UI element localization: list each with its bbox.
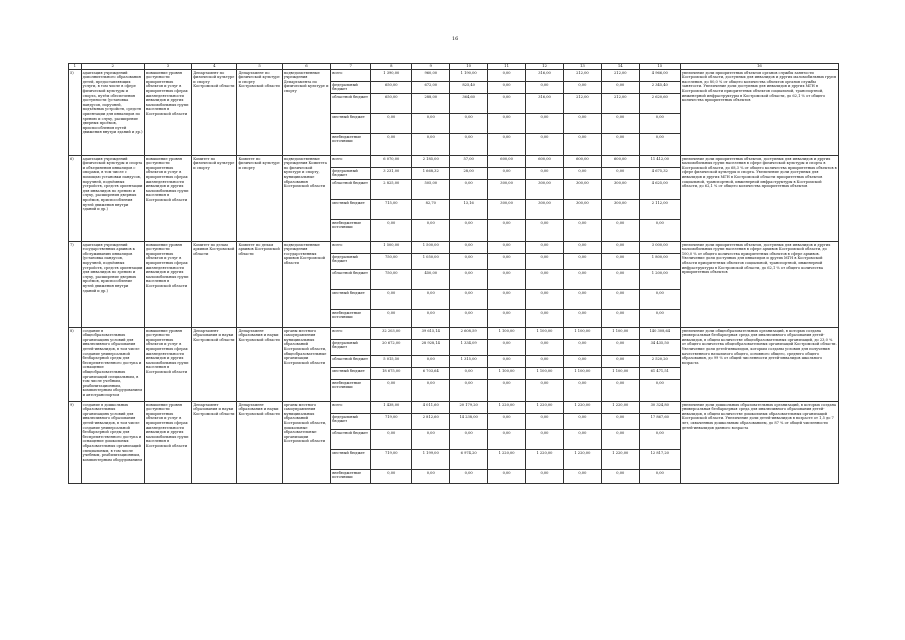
amount-cell: 0,00	[601, 430, 639, 450]
header-col-3: 3	[144, 64, 191, 70]
co-executor: Комитет по физической культуре и спорту	[237, 156, 282, 242]
amount-cell: 0,00	[601, 82, 639, 94]
responsible: подведомственные учреждения Департамента по физической культуре и спорту	[282, 70, 330, 156]
amount-cell: 0,00	[488, 168, 526, 180]
header-col-9: 9	[412, 64, 450, 70]
amount-cell: 0,00	[601, 254, 639, 270]
funding-source: местный бюджет	[331, 290, 371, 310]
amount-cell: 0,00	[488, 254, 526, 270]
header-col-5: 5	[237, 64, 282, 70]
header-col-15: 15	[639, 64, 680, 70]
funding-source: внебюджетные источники	[331, 470, 371, 484]
amount-cell: 0,00	[563, 430, 601, 450]
amount-cell: 0,00	[450, 290, 488, 310]
amount-cell: 750,00	[371, 254, 412, 270]
amount-cell: 960,00	[412, 70, 450, 82]
amount-cell: 61 471,51	[639, 368, 680, 380]
amount-cell: 0,00	[526, 356, 564, 368]
amount-cell: 1 100,00	[488, 328, 526, 340]
amount-cell: 0,00	[526, 82, 564, 94]
target-description: повышение уровня доступности приоритетных объектов и услуг в приоритетных сферах жизнедеятельности инвалидов и других маломобильных групп населения в Костромской области	[144, 402, 191, 484]
program-measures-table	[68, 63, 839, 484]
amount-cell: 0,00	[639, 220, 680, 242]
amount-cell: 140 308,64	[639, 328, 680, 340]
amount-cell: 1 190,00	[450, 70, 488, 82]
amount-cell: 0,00	[412, 114, 450, 134]
target-description: повышение уровня доступности приоритетных объектов и услуг в приоритетных сферах жизнедеятельности инвалидов и других маломобильных групп населения в Костромской области	[144, 70, 191, 156]
amount-cell: 1 220,00	[601, 402, 639, 414]
amount-cell: 17 867,60	[639, 414, 680, 430]
header-col-8: 8	[371, 64, 412, 70]
amount-cell: 0,00	[639, 290, 680, 310]
amount-cell: 0,00	[563, 242, 601, 254]
amount-cell: 0,00	[639, 470, 680, 484]
amount-cell: 364,60	[450, 94, 488, 114]
header-col-10: 10	[450, 64, 488, 70]
amount-cell: 0,00	[412, 356, 450, 368]
target-description: повышение уровня доступности приоритетных объектов и услуг в приоритетных сферах жизнедеятельности инвалидов и других маломобильных групп населения в Костромской области	[144, 156, 191, 242]
amount-cell: 1 100,00	[563, 328, 601, 340]
amount-cell: 300,00	[563, 200, 601, 220]
amount-cell: 0,00	[488, 414, 526, 430]
amount-cell: 2 520,20	[639, 356, 680, 368]
amount-cell: 0,00	[488, 270, 526, 290]
table-row	[69, 70, 839, 82]
amount-cell: 0,00	[371, 134, 412, 156]
amount-cell: 0,00	[450, 242, 488, 254]
amount-cell: 20 672,00	[371, 340, 412, 356]
amount-cell: 505,00	[412, 180, 450, 200]
amount-cell: 0,00	[526, 270, 564, 290]
measure-name: создание в общеобразовательных организациях условий для инклюзивного образования детей-инвалидов, в том числе создание универсальной безбарьерной среды для беспрепятственного доступа и оснащение общеобразовательных организаций специальным, в том числе учебным, реабилитационным, компьютерным оборудованием и автотранспортом	[81, 328, 144, 402]
amount-cell: 0,00	[526, 220, 564, 242]
amount-cell: 2 112,00	[639, 200, 680, 220]
amount-cell: 1 199,00	[412, 450, 450, 470]
expected-result: увеличение доли приоритетных объектов, доступных для инвалидов и других маломобильных групп населения в сфере архивов Костромской области, до 100,0 % от общего количества приоритетных объектов в сфере архивов. Увеличение доли доступных для инвалидов и других МГН в Костромской области приоритетных объектов социальной, транспортной, инженерной инфраструктуры в Костромской области, до 62,1 % от общего количества приоритетных объектов	[680, 242, 838, 328]
amount-cell: 0,00	[601, 470, 639, 484]
funding-source: всего	[331, 70, 371, 82]
amount-cell: 650,00	[371, 94, 412, 114]
amount-cell: 672,00	[412, 82, 450, 94]
expected-result: увеличение доли приоритетных объектов, доступных для инвалидов и других маломобильных групп населения в сфере физической культуры и спорта в Костромской области, до 68,3 % от общего количества приоритетных объектов в сфере физической культуры и спорта. Увеличение доли доступных для инвалидов и других МГН в Костромской области приоритетных объектов социальной, транспортной, инженерной инфраструктуры в Костромской области, до 62,1 % от общего количества приоритетных объектов	[680, 156, 838, 242]
funding-source: всего	[331, 242, 371, 254]
amount-cell: 0,00	[488, 430, 526, 450]
amount-cell: 20 179,20	[450, 402, 488, 414]
amount-cell: 300,00	[601, 180, 639, 200]
header-col-7: 7	[331, 64, 371, 70]
amount-cell: 0,00	[450, 368, 488, 380]
amount-cell: 0,00	[526, 340, 564, 356]
amount-cell: 18 675,00	[371, 368, 412, 380]
amount-cell: 0,00	[412, 470, 450, 484]
amount-cell: 34 435,50	[639, 340, 680, 356]
amount-cell: 12 817,20	[639, 450, 680, 470]
funding-source: областной бюджет	[331, 94, 371, 114]
responsible: органы местного самоуправления муниципальных образований Костромской области, дошкольные образовательные организации Костромской области	[282, 402, 330, 484]
amount-cell: 0,00	[639, 430, 680, 450]
table-row	[69, 328, 839, 340]
amount-cell: 0,00	[526, 290, 564, 310]
amount-cell: 1 220,00	[526, 402, 564, 414]
amount-cell: 0,00	[639, 310, 680, 328]
amount-cell: 0,00	[639, 114, 680, 134]
amount-cell: 0,00	[563, 82, 601, 94]
amount-cell: 2 185,00	[412, 156, 450, 168]
header-col-6: 6	[282, 64, 330, 70]
amount-cell: 0,00	[563, 340, 601, 356]
amount-cell: 212,00	[563, 94, 601, 114]
amount-cell: 0,00	[450, 134, 488, 156]
amount-cell: 825,40	[450, 82, 488, 94]
amount-cell: 0,00	[488, 242, 526, 254]
amount-cell: 0,00	[563, 254, 601, 270]
table-row	[69, 156, 839, 168]
amount-cell: 0,00	[488, 94, 526, 114]
amount-cell: 719,00	[371, 414, 412, 430]
measure-name: создание в дошкольных образовательных организациях условий для инклюзивного образования детей-инвалидов, в том числе создание универсальной безбарьерной среды для беспрепятственного доступа и оснащение дошкольных образовательных организаций специальным, в том числе учебным, реабилитационным, компьютерным оборудованием	[81, 402, 144, 484]
amount-cell: 300,00	[526, 180, 564, 200]
amount-cell: 0,00	[488, 380, 526, 402]
amount-cell: 4 966,00	[639, 70, 680, 82]
funding-source: федеральный бюджет	[331, 340, 371, 356]
amount-cell: 0,00	[526, 380, 564, 402]
funding-source: федеральный бюджет	[331, 414, 371, 430]
amount-cell: 0,00	[488, 220, 526, 242]
funding-source: федеральный бюджет	[331, 168, 371, 180]
row-number: 6)	[69, 156, 82, 242]
amount-cell: 1 334,09	[450, 340, 488, 356]
amount-cell: 0,00	[450, 180, 488, 200]
co-executor: Департамент по физической культуре и спорту Костромской области	[237, 70, 282, 156]
amount-cell: 0,00	[601, 340, 639, 356]
table-row	[69, 242, 839, 254]
amount-cell: 0,00	[488, 82, 526, 94]
amount-cell: 450,00	[412, 270, 450, 290]
funding-source: областной бюджет	[331, 180, 371, 200]
expected-result: увеличение доли приоритетных объектов органов службы занятости Костромской области, доступных для инвалидов и других маломобильных групп населения, до 80,0 % от общего количества объектов органов службы занятости. Увеличение доли доступных для инвалидов и других МГН в Костромской области приоритетных объектов социальной, транспортной, инженерной инфраструктуры в Костромской области, до 62,1 % от общего количества приоритетных объектов	[680, 70, 838, 156]
amount-cell: 0,00	[563, 134, 601, 156]
amount-cell: 30 324,80	[639, 402, 680, 414]
funding-source: всего	[331, 328, 371, 340]
amount-cell: 0,00	[563, 168, 601, 180]
amount-cell: 0,00	[371, 220, 412, 242]
amount-cell: 1 500,00	[412, 242, 450, 254]
amount-cell: 0,00	[601, 114, 639, 134]
amount-cell: 0,00	[601, 356, 639, 368]
amount-cell: 0,00	[526, 134, 564, 156]
amount-cell: 3 000,00	[639, 242, 680, 254]
executor: Департамент образования и науки Костромской области	[192, 328, 237, 402]
amount-cell: 715,00	[371, 200, 412, 220]
amount-cell: 0,00	[412, 430, 450, 450]
amount-cell: 212,00	[601, 70, 639, 82]
amount-cell: 0,00	[450, 380, 488, 402]
target-description: повышение уровня доступности приоритетных объектов и услуг в приоритетных сферах жизнедеятельности инвалидов и других маломобильных групп населения в Костромской области	[144, 242, 191, 328]
responsible: подведомственные учреждения государственных архивов Костромской области	[282, 242, 330, 328]
funding-source: областной бюджет	[331, 430, 371, 450]
amount-cell: 316,00	[526, 94, 564, 114]
amount-cell: 1 668,32	[412, 168, 450, 180]
amount-cell: 0,00	[601, 310, 639, 328]
amount-cell: 600,00	[563, 156, 601, 168]
funding-source: федеральный бюджет	[331, 254, 371, 270]
amount-cell: 719,00	[371, 450, 412, 470]
expected-result: увеличение доли дошкольных образовательных организаций, в которых создана универсальная безбарьерная среда для инклюзивного образования детей-инвалидов, в общем количестве дошкольных образовательных организаций Костромской области. Увеличение доли детей-инвалидов в возрасте от 1,5 до 7 лет, охваченных дошкольным образованием, до 87 % от общей численности детей-инвалидов данного возраста	[680, 402, 838, 484]
funding-source: всего	[331, 402, 371, 414]
header-col-12: 12	[526, 64, 564, 70]
amount-cell: 600,00	[526, 156, 564, 168]
amount-cell: 300,00	[488, 180, 526, 200]
amount-cell: 0,00	[563, 310, 601, 328]
amount-cell: 0,00	[450, 114, 488, 134]
amount-cell: 0,00	[371, 470, 412, 484]
amount-cell: 1 390,00	[371, 70, 412, 82]
amount-cell: 2 825,00	[371, 180, 412, 200]
amount-cell: 0,00	[412, 290, 450, 310]
amount-cell: 0,00	[601, 134, 639, 156]
amount-cell: 0,00	[488, 470, 526, 484]
amount-cell: 0,00	[371, 380, 412, 402]
amount-cell: 0,00	[488, 114, 526, 134]
amount-cell: 300,00	[488, 200, 526, 220]
amount-cell: 82,70	[412, 200, 450, 220]
header-col-11: 11	[488, 64, 526, 70]
measure-name: адаптация учреждений дополнительного образования детей, предоставляющих услуги, в том числе в сфере физической культуры и спорта, путём обеспечения доступности (установка пандусов, поручней, подъёмных устройств, средств ориентации для инвалидов по зрению и слуху, расширение дверных проёмов, приспособления путей движения внутри зданий и др.)	[81, 70, 144, 156]
amount-cell: 300,00	[563, 180, 601, 200]
amount-cell: 0,00	[639, 134, 680, 156]
amount-cell: 0,00	[601, 414, 639, 430]
amount-cell: 6 974,20	[450, 450, 488, 470]
amount-cell: 0,00	[450, 220, 488, 242]
amount-cell: 5 015,50	[371, 356, 412, 368]
amount-cell: 2 620,60	[639, 94, 680, 114]
amount-cell: 0,00	[412, 134, 450, 156]
amount-cell: 1 100,00	[488, 368, 526, 380]
amount-cell: 0,00	[601, 168, 639, 180]
amount-cell: 1 220,00	[601, 450, 639, 470]
target-description: повышение уровня доступности приоритетных объектов и услуг в приоритетных сферах жизнедеятельности инвалидов и других маломобильных групп населения в Костромской области	[144, 328, 191, 402]
measure-name: адаптация учреждений государственных архивов к обслуживанию инвалидов (установка пандусов, поручней, подъёмных устройств, средств ориентации для инвалидов по зрению и слуху, расширение дверных проёмов, приспособление путей движения внутри зданий и др.)	[81, 242, 144, 328]
amount-cell: 0,00	[488, 70, 526, 82]
funding-source: внебюджетные источники	[331, 310, 371, 328]
funding-source: областной бюджет	[331, 270, 371, 290]
amount-cell: 600,00	[601, 156, 639, 168]
amount-cell: 1 315,00	[450, 356, 488, 368]
amount-cell: 1 100,00	[563, 368, 601, 380]
amount-cell: 288,00	[412, 94, 450, 114]
amount-cell: 13,16	[450, 200, 488, 220]
amount-cell: 2 608,59	[450, 328, 488, 340]
amount-cell: 0,00	[526, 470, 564, 484]
amount-cell: 4 625,00	[639, 180, 680, 200]
amount-cell: 0,00	[601, 242, 639, 254]
amount-cell: 0,00	[450, 430, 488, 450]
amount-cell: 0,00	[371, 310, 412, 328]
amount-cell: 0,00	[563, 220, 601, 242]
amount-cell: 57,00	[450, 156, 488, 168]
amount-cell: 1 100,00	[526, 368, 564, 380]
amount-cell: 0,00	[526, 310, 564, 328]
amount-cell: 32 203,00	[371, 328, 412, 340]
funding-source: внебюджетные источники	[331, 380, 371, 402]
page-number: 16	[452, 36, 459, 42]
expected-result: увеличение доли общеобразовательных организаций, в которых создана универсальная безбарьерная среда для инклюзивного образования детей-инвалидов, в общем количестве общеобразовательных организаций, до 23,0 % от общего количества общеобразовательных организаций Костромской области. Увеличение доли детей-инвалидов, которым созданы условия для получения качественного начального общего, основного общего, среднего общего образования, до 99 % от общей численности детей-инвалидов школьного возраста	[680, 328, 838, 402]
amount-cell: 28,00	[450, 168, 488, 180]
funding-source: внебюджетные источники	[331, 134, 371, 156]
amount-cell: 0,00	[601, 290, 639, 310]
amount-cell: 0,00	[488, 134, 526, 156]
amount-cell: 39 615,14	[412, 328, 450, 340]
amount-cell: 300,00	[601, 200, 639, 220]
amount-cell: 0,00	[563, 290, 601, 310]
amount-cell: 1 200,00	[639, 270, 680, 290]
amount-cell: 0,00	[563, 414, 601, 430]
amount-cell: 1 100,00	[526, 328, 564, 340]
amount-cell: 0,00	[450, 310, 488, 328]
amount-cell: 0,00	[563, 114, 601, 134]
funding-source: внебюджетные источники	[331, 220, 371, 242]
amount-cell: 0,00	[488, 340, 526, 356]
amount-cell: 0,00	[526, 254, 564, 270]
amount-cell: 300,00	[526, 200, 564, 220]
amount-cell: 1 800,00	[639, 254, 680, 270]
amount-cell: 1 500,00	[371, 242, 412, 254]
row-number: 9)	[69, 402, 82, 484]
responsible: подведомственные учреждения Комитета по физической культуре и спорту, муниципальные образования Костромской области	[282, 156, 330, 242]
amount-cell: 2 345,40	[639, 82, 680, 94]
amount-cell: 1 220,00	[563, 402, 601, 414]
amount-cell: 0,00	[563, 270, 601, 290]
amount-cell: 0,00	[488, 290, 526, 310]
amount-cell: 0,00	[601, 380, 639, 402]
amount-cell: 1 100,00	[601, 368, 639, 380]
amount-cell: 1 100,00	[601, 328, 639, 340]
amount-cell: 0,00	[601, 220, 639, 242]
executor: Департамент образования и науки Костромской области	[192, 402, 237, 484]
amount-cell: 0,00	[526, 168, 564, 180]
header-col-4: 4	[192, 64, 237, 70]
co-executor: Департамент образования и науки Костромской области	[237, 402, 282, 484]
amount-cell: 0,00	[488, 310, 526, 328]
amount-cell: 0,00	[412, 310, 450, 328]
amount-cell: 0,00	[526, 414, 564, 430]
amount-cell: 4 675,32	[639, 168, 680, 180]
amount-cell: 1 220,00	[488, 402, 526, 414]
amount-cell: 6 070,00	[371, 156, 412, 168]
amount-cell: 0,00	[526, 430, 564, 450]
amount-cell: 0,00	[526, 242, 564, 254]
amount-cell: 0,00	[412, 220, 450, 242]
row-number: 5)	[69, 70, 82, 156]
executor: Комитет по делам архивов Костромской области	[192, 242, 237, 328]
amount-cell: 212,00	[563, 70, 601, 82]
executor: Комитет по физической культуре и спорту	[192, 156, 237, 242]
amount-cell: 0,00	[450, 470, 488, 484]
header-col-14: 14	[601, 64, 639, 70]
amount-cell: 0,00	[601, 270, 639, 290]
amount-cell: 2 812,60	[412, 414, 450, 430]
funding-source: областной бюджет	[331, 356, 371, 368]
amount-cell: 11 412,00	[639, 156, 680, 168]
amount-cell: 316,00	[526, 70, 564, 82]
row-number: 8)	[69, 328, 82, 402]
amount-cell: 1 220,00	[526, 450, 564, 470]
amount-cell: 3 231,00	[371, 168, 412, 180]
amount-cell: 28 928,14	[412, 340, 450, 356]
amount-cell: 600,00	[488, 156, 526, 168]
header-col-1: 1	[69, 64, 82, 70]
funding-source: местный бюджет	[331, 450, 371, 470]
funding-source: местный бюджет	[331, 368, 371, 380]
funding-source: федеральный бюджет	[331, 82, 371, 94]
amount-cell: 212,00	[601, 94, 639, 114]
co-executor: Комитет по делам архивов Костромской области	[237, 242, 282, 328]
header-col-2: 2	[81, 64, 144, 70]
amount-cell: 0,00	[371, 430, 412, 450]
amount-cell: 0,00	[371, 290, 412, 310]
amount-cell: 0,00	[412, 380, 450, 402]
amount-cell: 0,00	[488, 356, 526, 368]
amount-cell: 0,00	[450, 254, 488, 270]
amount-cell: 1 050,00	[412, 254, 450, 270]
amount-cell: 4 011,60	[412, 402, 450, 414]
funding-source: местный бюджет	[331, 200, 371, 220]
amount-cell: 1 438,00	[371, 402, 412, 414]
measure-name: адаптация учреждений физической культуры и спорта и объединения инвалидов с опорами, в том числе с помощью установки пандусов, поручней, подъёмных устройств, средств ориентации для инвалидов по зрению и слуху, расширения дверных проёмов, приспособления путей движения внутри зданий и др.)	[81, 156, 144, 242]
amount-cell: 0,00	[450, 270, 488, 290]
amount-cell: 0,00	[563, 356, 601, 368]
amount-cell: 0,00	[563, 470, 601, 484]
co-executor: Департамент образования и науки Костромской области	[237, 328, 282, 402]
amount-cell: 0,00	[563, 380, 601, 402]
executor: Департамент по физической культуре и спорту Костромской области	[192, 70, 237, 156]
amount-cell: 14 238,00	[450, 414, 488, 430]
table-row	[69, 402, 839, 414]
amount-cell: 650,00	[371, 82, 412, 94]
amount-cell: 1 220,00	[488, 450, 526, 470]
row-number: 7)	[69, 242, 82, 328]
funding-source: всего	[331, 156, 371, 168]
header-col-13: 13	[563, 64, 601, 70]
responsible: органы местного самоуправления муниципальных образований Костромской области, общеобразовательные организации Костромской области	[282, 328, 330, 402]
amount-cell: 1 220,00	[563, 450, 601, 470]
amount-cell: 0,00	[371, 114, 412, 134]
amount-cell: 0,00	[639, 380, 680, 402]
funding-source: местный бюджет	[331, 114, 371, 134]
amount-cell: 0,00	[526, 114, 564, 134]
amount-cell: 750,00	[371, 270, 412, 290]
amount-cell: 6 703,64	[412, 368, 450, 380]
header-col-16: 16	[680, 64, 838, 70]
